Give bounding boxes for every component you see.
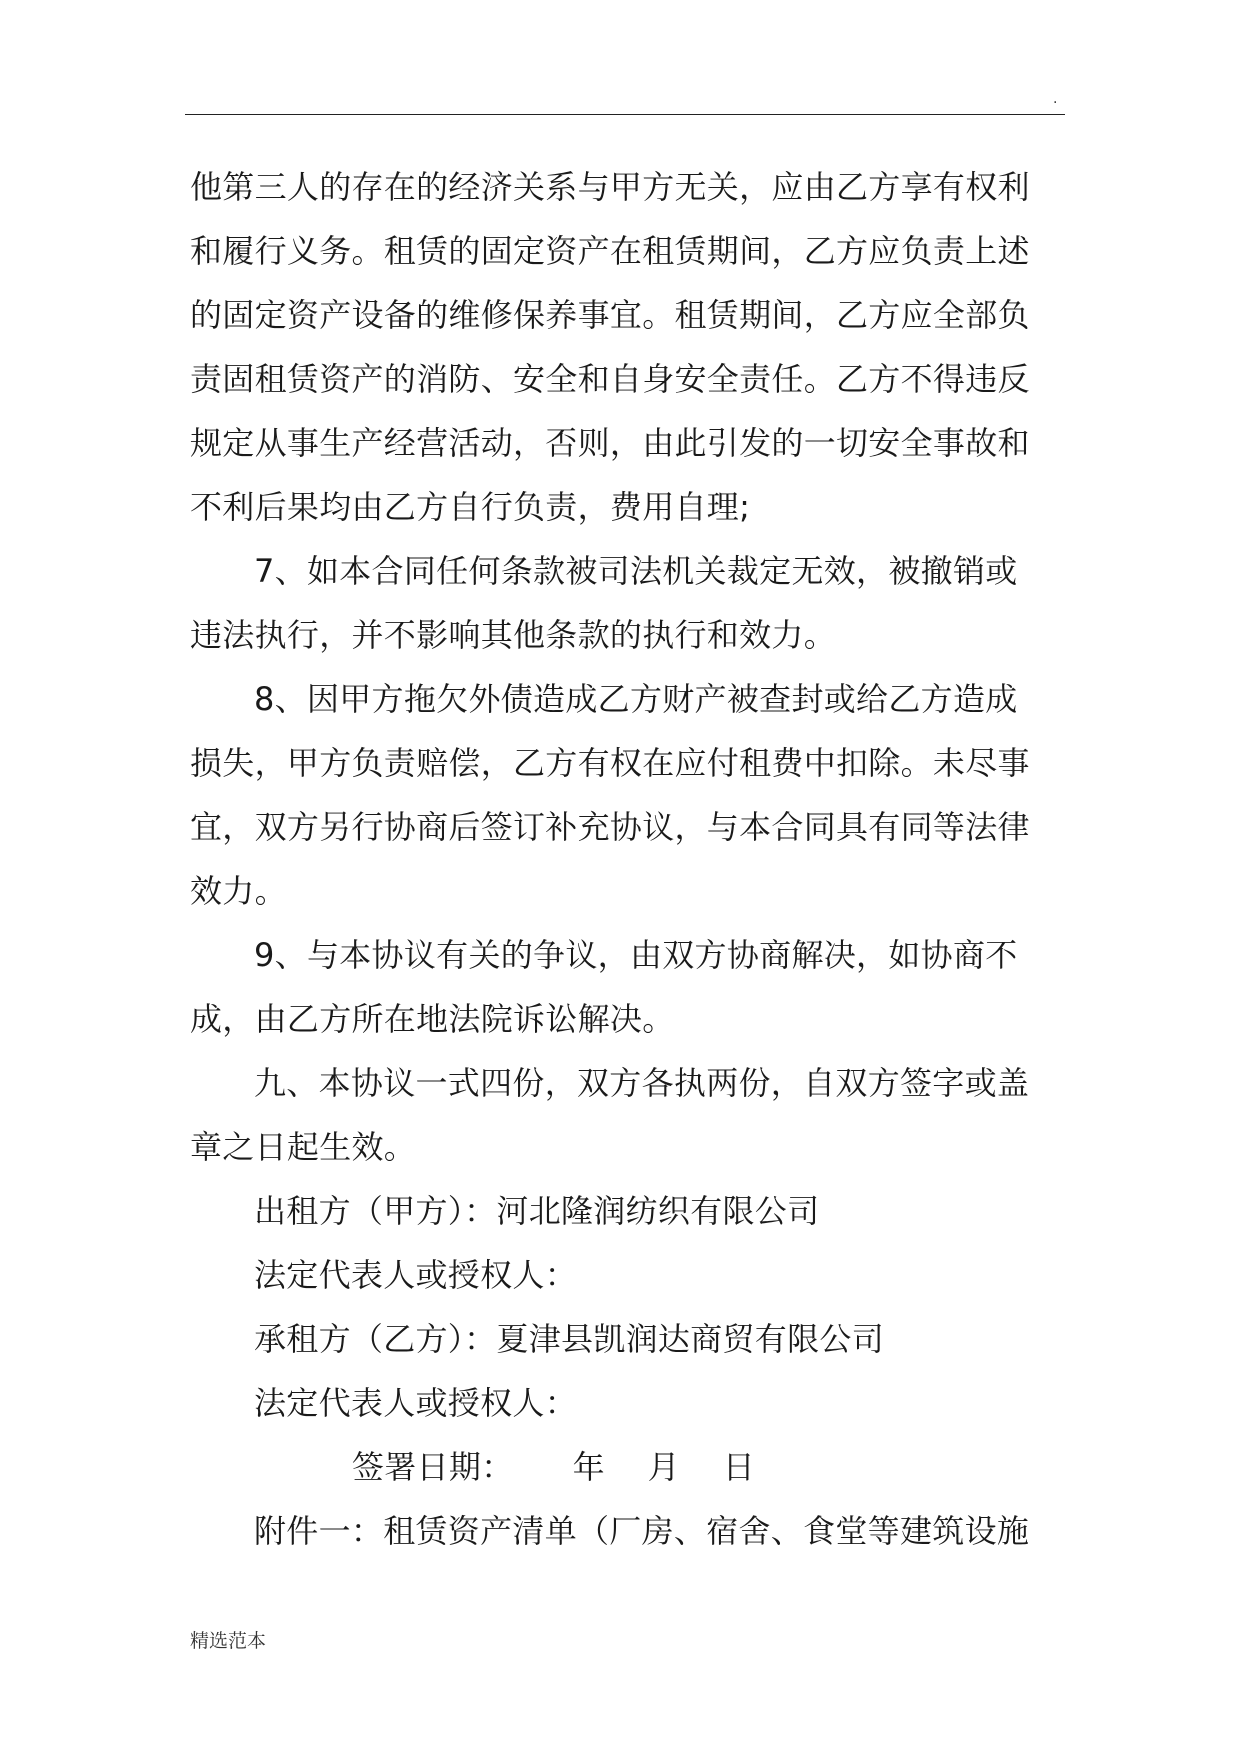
body-line: 效力。: [190, 872, 287, 910]
footer-label: 精选范本: [190, 1630, 267, 1652]
body-line: 违法执行，并不影响其他条款的执行和效力。: [190, 616, 837, 654]
body-line: 章之日起生效。: [190, 1128, 417, 1166]
body-line: 宜，双方另行协商后签订补充协议，与本合同具有同等法律: [190, 808, 1030, 846]
body-line: 不利后果均由乙方自行负责，费用自理;: [190, 488, 751, 526]
body-line: 和履行义务。租赁的固定资产在租赁期间，乙方应负责上述: [190, 232, 1030, 270]
clause-7-line: 7、如本合同任何条款被司法机关裁定无效，被撤销或: [254, 552, 1018, 590]
lessee-line: 承租方（乙方）：夏津县凯润达商贸有限公司: [254, 1320, 885, 1358]
body-line: 损失，甲方负责赔偿，乙方有权在应付租费中扣除。未尽事: [190, 744, 1030, 782]
attachment-line: 附件一：租赁资产清单（厂房、宿舍、食堂等建筑设施: [254, 1512, 1030, 1550]
lessee-representative-line: 法定代表人或授权人：: [254, 1384, 578, 1422]
lessor-line: 出租方（甲方）：河北隆润纺织有限公司: [254, 1192, 820, 1230]
clause-8-line: 8、因甲方拖欠外债造成乙方财产被查封或给乙方造成: [254, 680, 1018, 718]
lessor-representative-line: 法定代表人或授权人：: [254, 1256, 578, 1294]
header-mark: .: [1053, 91, 1058, 107]
body-line: 责固租赁资产的消防、安全和自身安全责任。乙方不得违反: [190, 360, 1030, 398]
header-rule: [185, 114, 1065, 115]
body-line: 的固定资产设备的维修保养事宜。租赁期间，乙方应全部负: [190, 296, 1030, 334]
body-line: 他第三人的存在的经济关系与甲方无关，应由乙方享有权利: [190, 168, 1030, 206]
body-line: 规定从事生产经营活动，否则，由此引发的一切安全事故和: [190, 424, 1030, 462]
section-9-line: 九、本协议一式四份，双方各执两份，自双方签字或盖: [254, 1064, 1030, 1102]
signing-date-line: 签署日期： 年 月 日: [352, 1448, 756, 1486]
clause-9-line: 9、与本协议有关的争议，由双方协商解决，如协商不: [254, 936, 1018, 974]
document-body: [190, 155, 1060, 1563]
body-line: 成，由乙方所在地法院诉讼解决。: [190, 1000, 675, 1038]
